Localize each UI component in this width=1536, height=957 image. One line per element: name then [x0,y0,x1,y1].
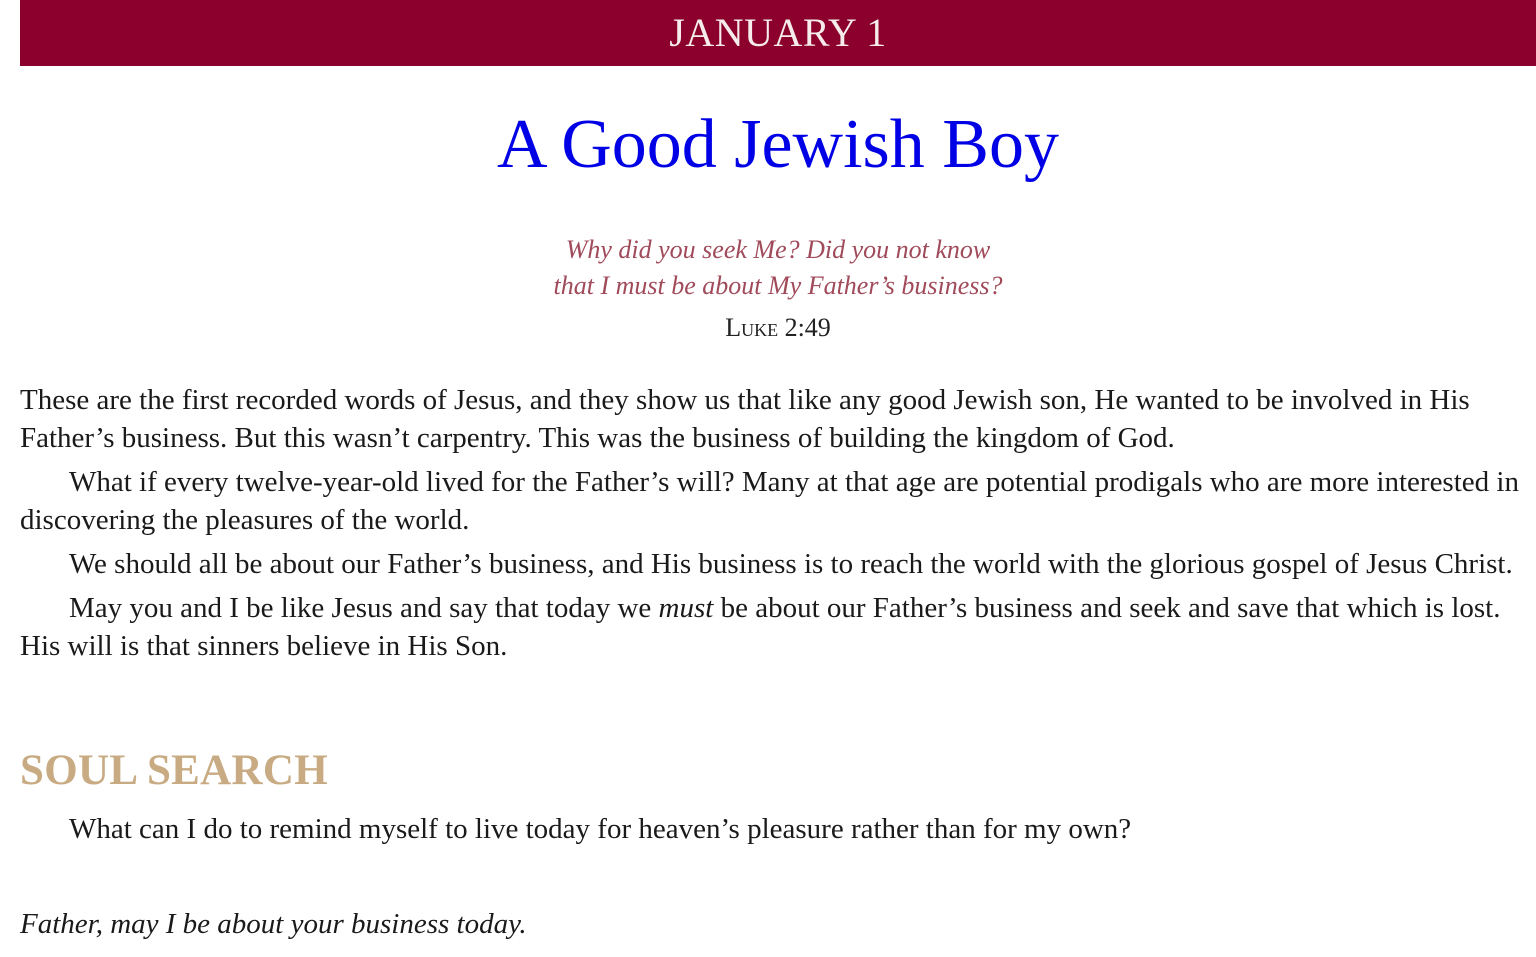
scripture-reference [20,311,1536,345]
reference-chapter-verse: 2:49 [778,313,831,342]
verse-line-2: that I must be about My Father’s business? [553,271,1003,300]
paragraph-4-text-end: be about our Father’s business and seek and save that which is lost. His will is that sinners believe in His Son. [20,592,1501,662]
soul-search-heading: SOUL SEARCH [20,747,328,794]
closing-prayer: Father, may I be about your business today. [20,908,527,940]
emphasis-word: must [658,592,714,624]
paragraph-4-text-start: May you and I be like Jesus and say that today we [69,592,659,624]
devotional-body [20,381,1520,671]
body-paragraph-4 [20,589,1520,665]
date-label: JANUARY 1 [669,10,887,55]
body-paragraph-1: These are the first recorded words of Jesus, and they show us that like any good Jewish son, He wanted to be involved in His Father’s business. But this wasn’t carpentry. This was the business of building the kingdom of God. [20,384,1470,454]
body-paragraph-2: What if every twelve-year-old lived for the Father’s will? Many at that age are potential prodigals who are more interested in discovering the pleasures of the world. [20,466,1519,536]
date-banner [20,0,1536,66]
scripture-verse [20,232,1536,304]
soul-search-question: What can I do to remind myself to live today for heaven’s pleasure rather than for my own? [69,813,1132,845]
page-title: A Good Jewish Boy [497,106,1059,183]
body-paragraph-3: We should all be about our Father’s business, and His business is to reach the world with the glorious gospel of Jesus Christ. [69,548,1513,580]
reference-book: Luke [725,313,779,342]
verse-line-1: Why did you seek Me? Did you not know [565,235,991,264]
